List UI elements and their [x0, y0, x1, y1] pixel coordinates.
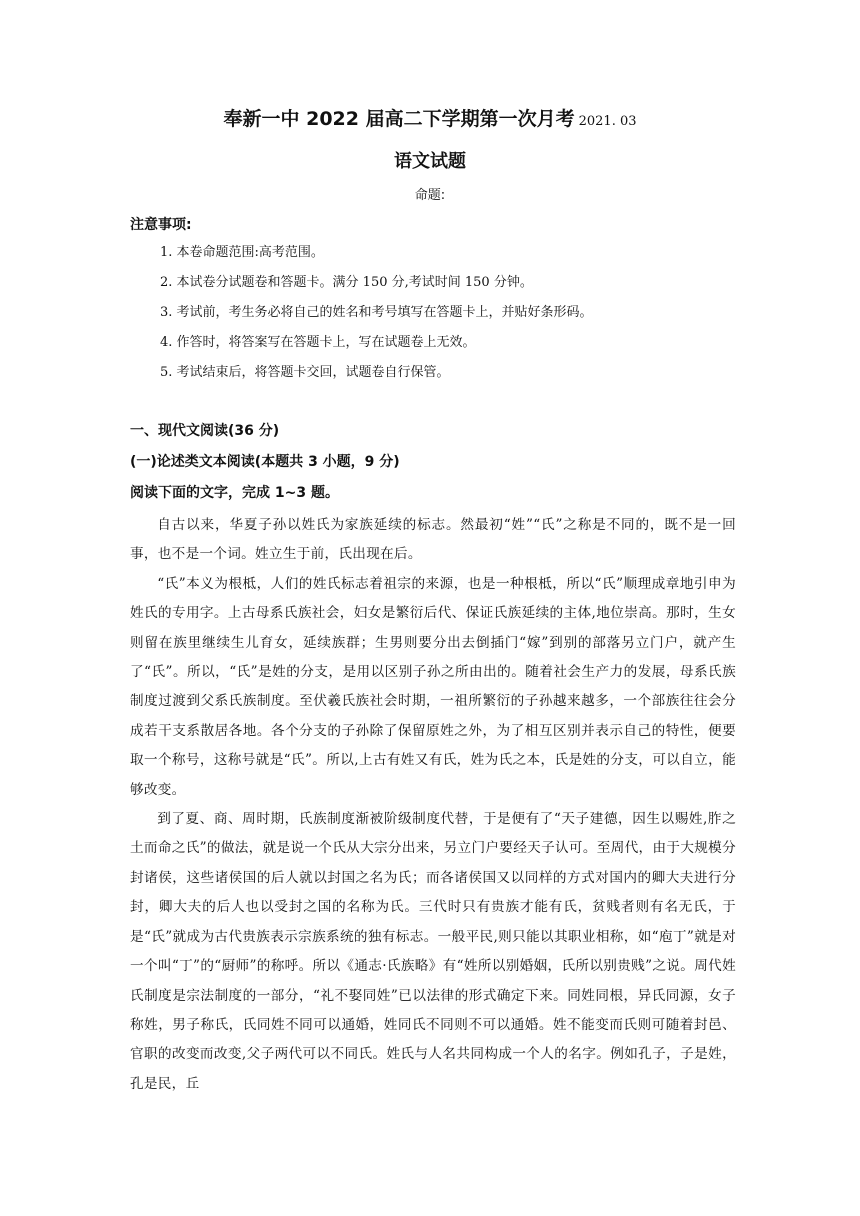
passage-paragraph: 自古以来，华夏子孙以姓氏为家族延续的标志。然最初“姓”“氏”之称是不同的，既不是一回事，也不是一个词。姓立生于前，氏出现在后。	[130, 517, 736, 563]
title-row	[0, 104, 860, 131]
notice-list	[160, 238, 593, 388]
notice-item: 4. 作答时，将答案写在答题卡上，写在试题卷上无效。	[160, 335, 476, 350]
passage-paragraph: “氏”本义为根柢，人们的姓氏标志着祖宗的来源，也是一种根柢，所以“氏”顺理成章地引申为姓氏的专用字。上古母系氏族社会，妇女是繁衍后代、保证氏族延续的主体,地位崇高。那时，生女则留在族里继续生儿育女，延续族群；生男则要分出去倒插门“嫁”到别的部落另立门户，就产生了“氏”。所以，“氏”是姓的分支，是用以区别子孙之所由出的。随着社会生产力的发展，母系氏族制度过渡到父系氏族制度。至伏羲氏族社会时期，一祖所繁衍的子孙越来越多，一个部族往往会分成若干支系散居各地。各个分支的子孙除了保留原姓之外，为了相互区别并表示自己的特性，便要取一个称号，这称号就是“氏”。所以,上古有姓又有氏，姓为氏之本，氏是姓的分支，可以自立，能够改变。	[130, 575, 736, 798]
subsection-heading: (一)论述类文本阅读(本题共 3 小题，9 分)	[130, 454, 400, 470]
reading-passage	[130, 511, 736, 1099]
author-line: 命题:	[414, 188, 446, 203]
passage-paragraph: 到了夏、商、周时期，氏族制度渐被阶级制度代替，于是便有了“天子建德，因生以赐姓,胙之土而命之氏”的做法，就是说一个氏从大宗分出来，另立门户要经天子认可。至周代，由于大规模分封诸侯，这些诸侯国的后人就以封国之名为氏；而各诸侯国又以同样的方式对国内的卿大夫进行分封，卿大夫的后人也以受封之国的名称为氏。三代时只有贵族才能有氏，贫贱者则有名无氏，于是“氏”就成为古代贵族表示宗族系统的独有标志。一般平民,则只能以其职业相称，如“庖丁”就是对一个叫“丁”的“厨师”的称呼。所以《通志·氏族略》有“姓所以别婚姻，氏所以别贵贱”之说。周代姓氏制度是宗法制度的一部分，“礼不娶同姓”已以法律的形式确定下来。同姓同根，异氏同源，女子称姓，男子称氏，氏同姓不同可以通婚，姓同氏不同则不可以通婚。姓不能变而氏则可随着封邑、官职的改变而改变,父子两代可以不同氏。姓氏与人名共同构成一个人的名字。例如孔子，子是姓，孔是民，丘	[130, 811, 736, 1092]
reading-instruction: 阅读下面的文字，完成 1~3 题。	[130, 485, 339, 501]
notice-item: 1. 本卷命题范围:高考范围。	[160, 245, 324, 260]
notice-item: 2. 本试卷分试题卷和答题卡。满分 150 分,考试时间 150 分钟。	[160, 275, 533, 290]
section-heading: 一、现代文阅读(36 分)	[130, 423, 280, 439]
notice-heading: 注意事项:	[130, 217, 192, 233]
notice-item: 3. 考试前，考生务必将自己的姓名和考号填写在答题卡上，并贴好条形码。	[160, 305, 593, 320]
exam-date: 2021. 03	[578, 114, 637, 129]
exam-subtitle: 语文试题	[394, 151, 466, 172]
exam-title: 奉新一中 2022 届高二下学期第一次月考	[223, 108, 575, 130]
notice-item: 5. 考试结束后，将答题卡交回，试题卷自行保管。	[160, 365, 450, 380]
